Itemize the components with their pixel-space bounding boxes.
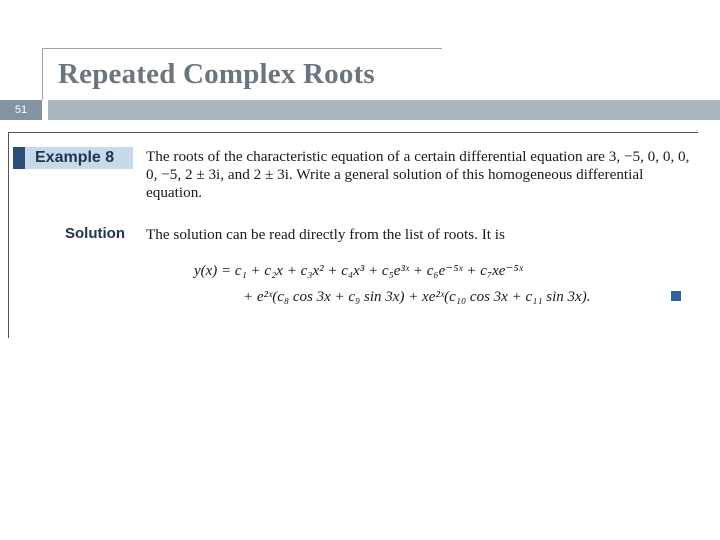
header-bar bbox=[48, 100, 720, 120]
equation-line-2: + e²ˣ(c₈ cos 3x + c₉ sin 3x) + xe²ˣ(c₁₀ cos 3x + c₁₁ sin 3x). bbox=[243, 289, 591, 305]
end-of-solution-square-icon bbox=[671, 291, 681, 301]
example-panel bbox=[8, 132, 698, 338]
solution-text: The solution can be read directly from the list of roots. It is bbox=[146, 226, 505, 243]
title-frame-top-rule bbox=[42, 48, 442, 49]
solution-label: Solution bbox=[65, 225, 125, 242]
equation-line-1: y(x) = c₁ + c₂x + c₃x² + c₄x³ + c₅e³ˣ + c₆e⁻⁵ˣ + c₇xe⁻⁵ˣ bbox=[194, 263, 523, 279]
slide-title: Repeated Complex Roots bbox=[58, 58, 375, 90]
example-label: Example 8 bbox=[13, 147, 133, 169]
slide-number: 51 bbox=[0, 100, 42, 120]
problem-statement: The roots of the characteristic equation of a certain differential equation are 3, −5, 0, 0, 0, 0, −5, 2 ± 3i, and 2 ± 3i. Write a general solution of this homogeneous differential equation. bbox=[146, 148, 690, 201]
title-frame-left-rule bbox=[42, 48, 43, 100]
